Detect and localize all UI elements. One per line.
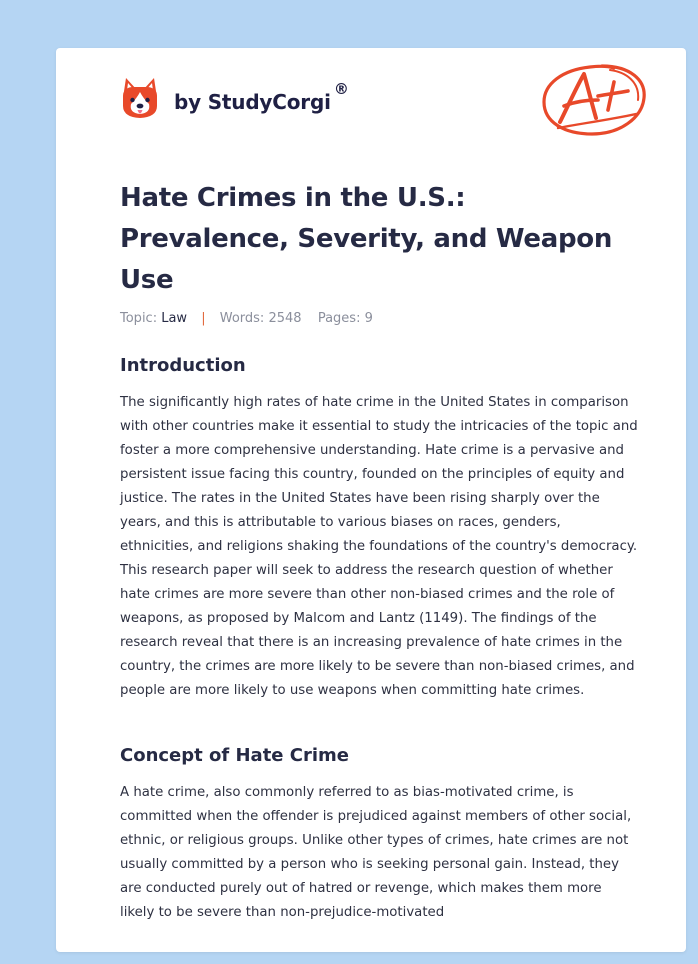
section-heading-concept-of-hate-crime: Concept of Hate Crime	[120, 745, 349, 766]
studycorgi-logo[interactable]	[120, 76, 349, 122]
words-label: Words:	[219, 311, 265, 326]
section-body-introduction: The significantly high rates of hate crime in the United States in comparison with other countries make it essential to study the intricacies of the topic and foster a more comprehensive understanding. Hate crime is a pervasive and persistent issue facing this country, founded on the principles of equity and justice. The rates in the United States have been rising sharply over the years, and this is attributable to various biases on races, genders, ethnicities, and religions shaking the foundations of the country's democracy. This research paper will seek to address the research question of whether hate crimes are more severe than other non-biased crimes and the role of weapons, as proposed by Malcom and Lantz (1149). The findings of the research reveal that there is an increasing prevalence of hate crimes in the country, the crimes are more likely to be severe than non-biased crimes, and people are more likely to use weapons when committing hate crimes.	[120, 395, 638, 698]
pages-count: 9	[364, 311, 373, 326]
section-heading-introduction: Introduction	[120, 355, 246, 376]
document-title: Hate Crimes in the U.S.: Prevalence, Severity, and Weapon Use	[120, 183, 613, 295]
brand-name	[174, 80, 349, 114]
registered-mark: ®	[333, 80, 349, 98]
words-count: 2548	[268, 311, 302, 326]
document-page	[56, 48, 686, 952]
meta-separator: |	[201, 311, 206, 326]
topic-label: Topic:	[120, 311, 158, 326]
brand-name-text: by StudyCorgi	[174, 90, 331, 114]
corgi-logo-icon	[120, 76, 160, 122]
topic-link[interactable]: Law	[161, 311, 188, 326]
document-meta	[120, 311, 373, 327]
pages-label: Pages:	[317, 311, 361, 326]
a-plus-grade-stamp	[538, 58, 650, 140]
section-body-concept-of-hate-crime: A hate crime, also commonly referred to as bias-motivated crime, is committed when the offender is prejudiced against members of other social, ethnic, or religious groups. Unlike other types of crimes, hate crimes are not usually committed by a person who is seeking personal gain. Instead, they are conducted purely out of hatred or revenge, which makes them more likely to be severe than non-prejudice-motivated	[120, 785, 632, 920]
